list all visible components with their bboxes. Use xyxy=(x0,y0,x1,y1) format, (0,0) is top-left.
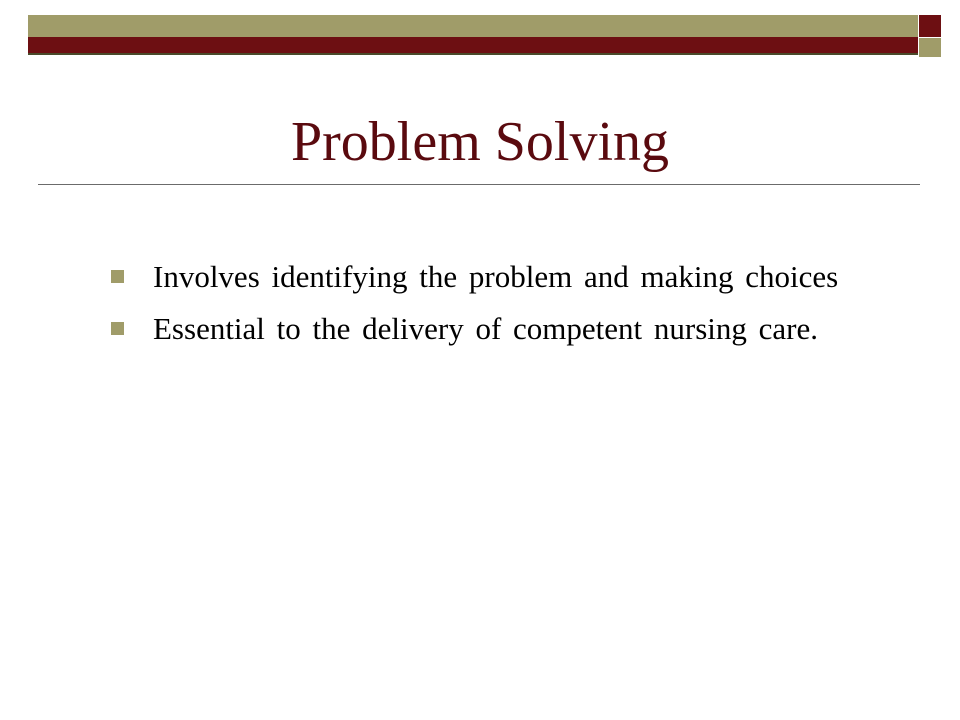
slide-title: Problem Solving xyxy=(290,111,670,173)
header-olive-band xyxy=(28,15,918,37)
bullet-list xyxy=(107,258,867,362)
header-decoration-bar xyxy=(28,15,918,55)
square-bullet-icon xyxy=(111,322,124,335)
header-divider-line xyxy=(28,53,918,55)
header-maroon-band xyxy=(28,37,918,53)
header-corner-square-olive xyxy=(919,38,941,57)
bullet-text: Involves identifying the problem and making choices xyxy=(153,259,839,294)
square-bullet-icon xyxy=(111,270,124,283)
bullet-text: Essential to the delivery of competent nursing care. xyxy=(153,311,819,346)
title-underline xyxy=(38,184,920,185)
bullet-item xyxy=(107,258,867,296)
bullet-item xyxy=(107,310,867,348)
header-corner-square-maroon xyxy=(919,15,941,37)
